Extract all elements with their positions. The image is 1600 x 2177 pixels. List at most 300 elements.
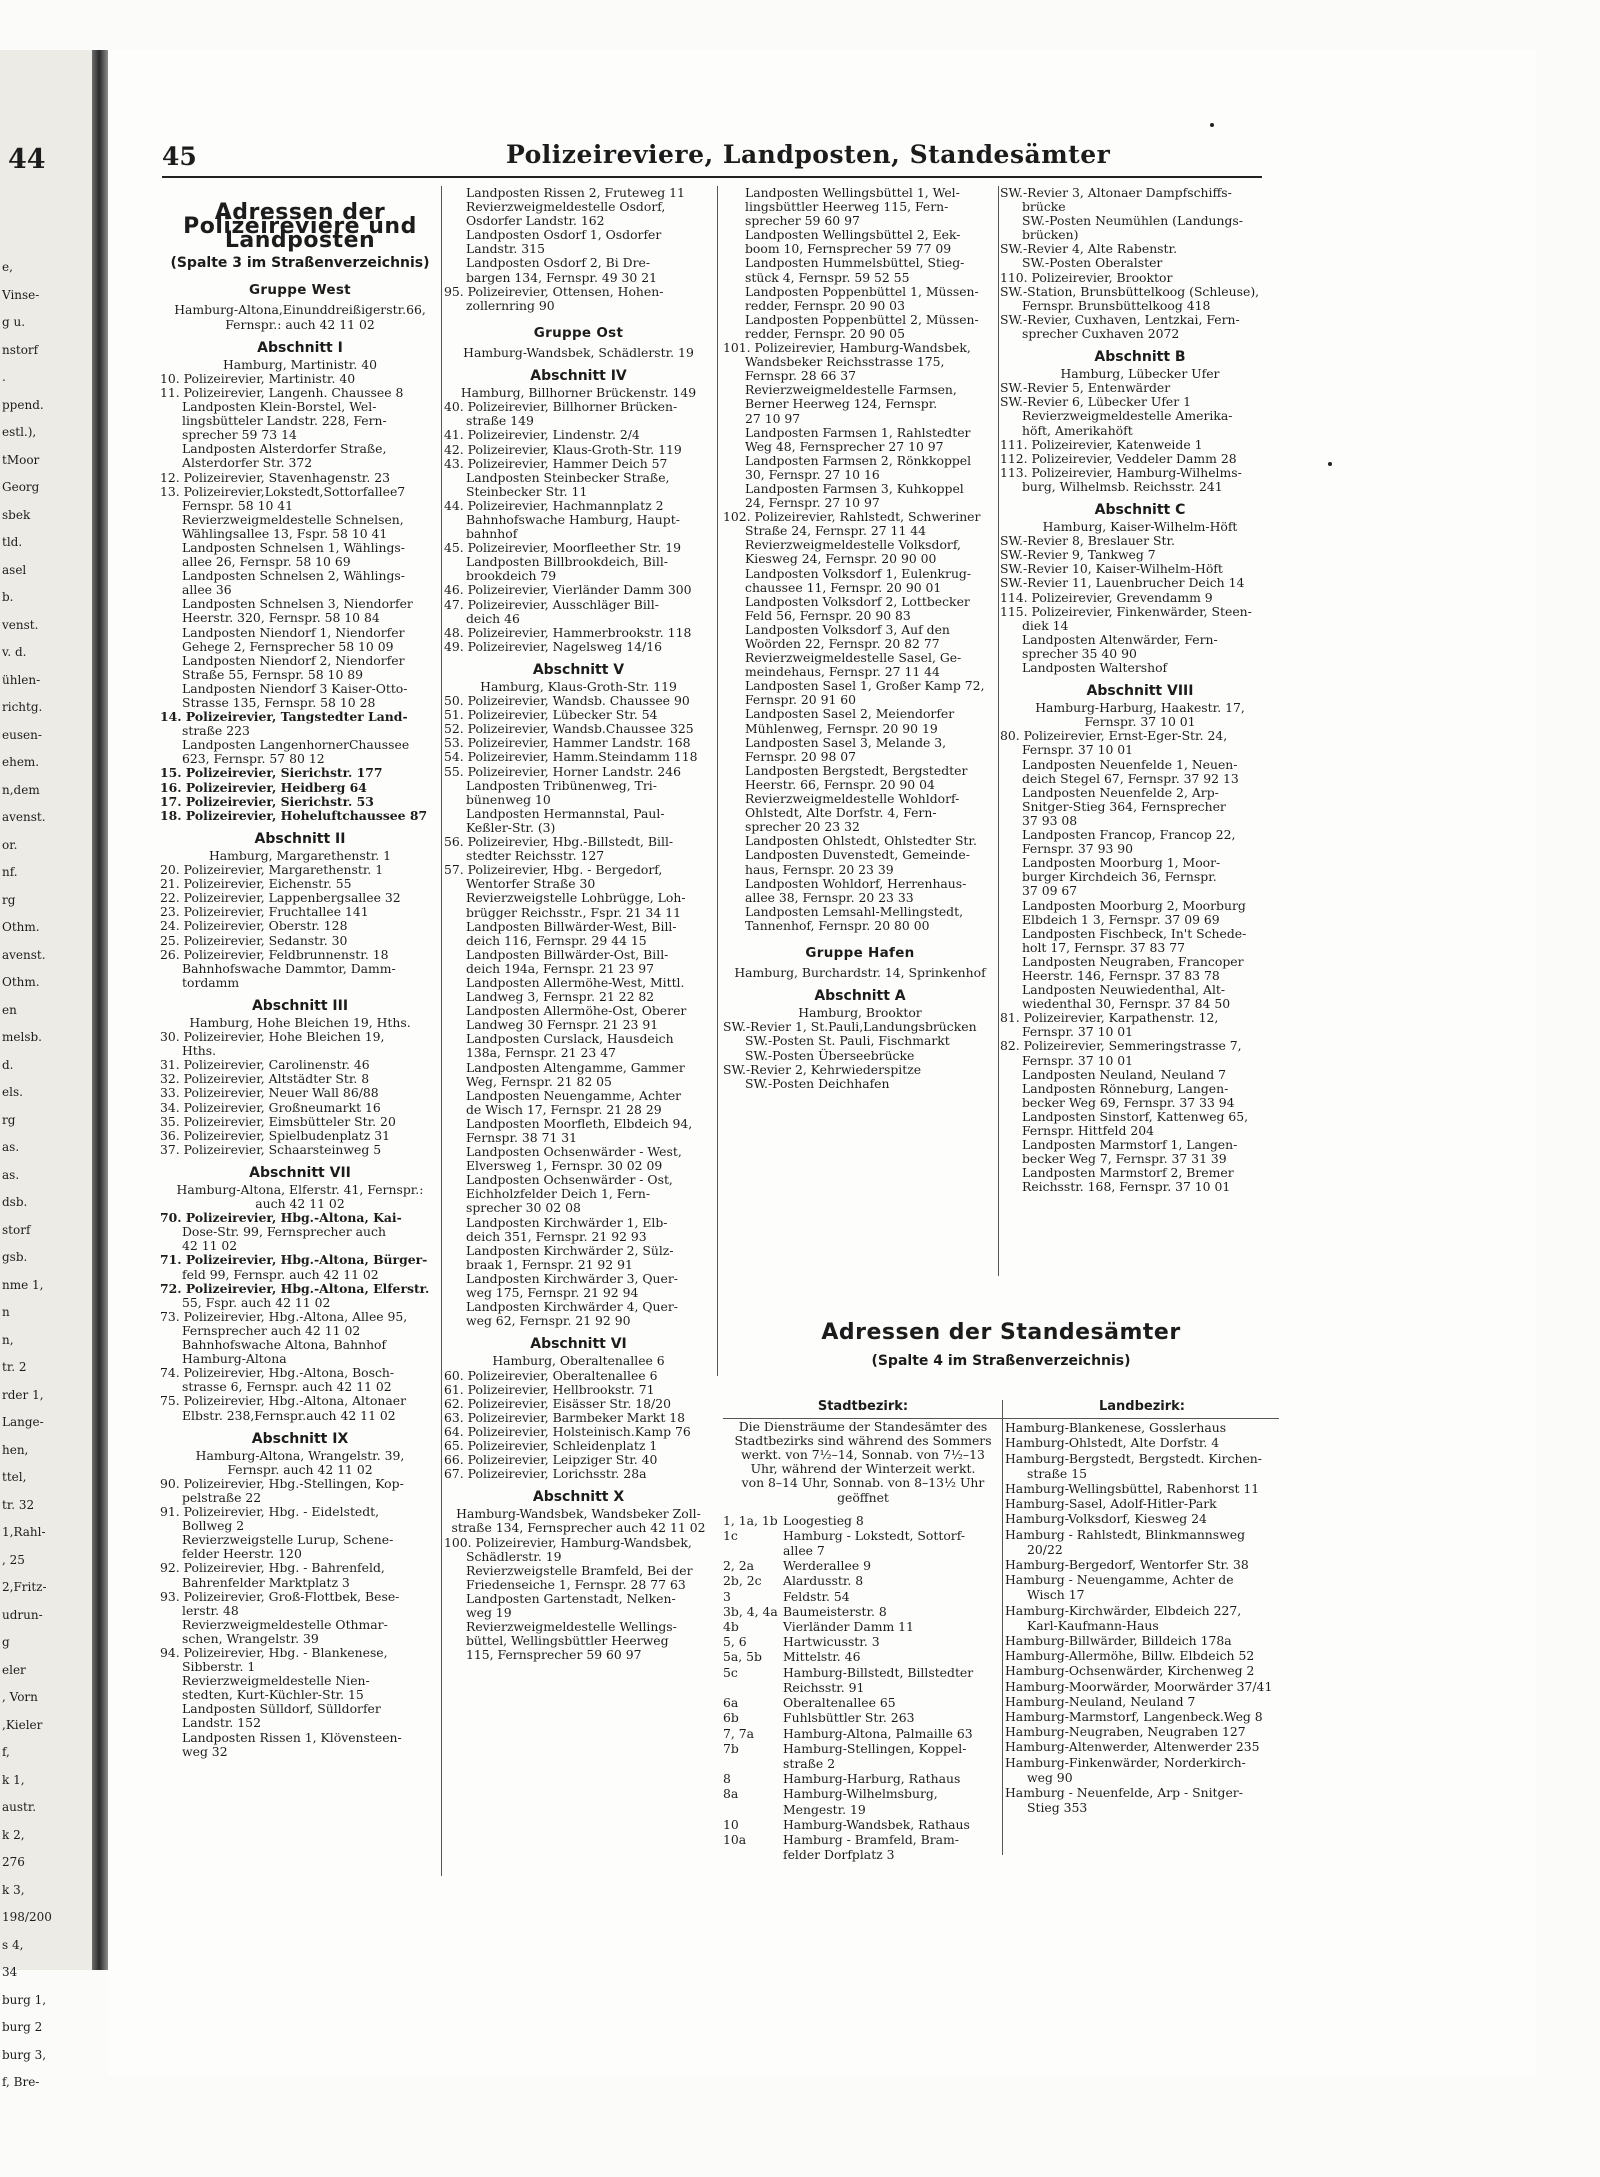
- abschnitt-address: auch 42 11 02: [255, 1196, 345, 1212]
- previous-page-fragment: d.: [2, 1057, 14, 1072]
- entry-line: 27 10 97: [745, 410, 801, 426]
- entry-line: deich 116, Fernspr. 29 44 15: [466, 932, 647, 948]
- entry-line: pelstraße 22: [182, 1489, 262, 1505]
- entry-line: Landweg 3, Fernspr. 21 22 82: [466, 989, 655, 1005]
- entry-line: holt 17, Fernspr. 37 83 77: [1022, 939, 1186, 955]
- abschnitt-address: Fernspr. auch 42 11 02: [227, 1461, 373, 1477]
- previous-page-fragment: k 2,: [2, 1827, 25, 1842]
- previous-page-fragment: avenst.: [2, 810, 46, 824]
- entry-line: Berner Heerweg 124, Fernspr.: [745, 396, 938, 412]
- abschnitt-address: Fernspr. 37 10 01: [1084, 714, 1196, 730]
- entry-line: Bahnhofswache Hamburg, Haupt-: [466, 511, 680, 527]
- stadtbezirk-row: [723, 1832, 1003, 1847]
- previous-page-fragment: 34: [2, 1965, 18, 1979]
- entry-line: SW.-Posten Deichhafen: [745, 1075, 890, 1091]
- previous-page-fragment: sbek: [2, 507, 31, 522]
- entry-line: 34. Polizeirevier, Großneumarkt 16: [160, 1099, 381, 1115]
- previous-page-fragment: ttel,: [2, 1470, 27, 1484]
- section-subheading-standesamt: (Spalte 4 im Straßenverzeichnis): [871, 1353, 1131, 1369]
- landbezirk-row: Hamburg-Sasel, Adolf-Hitler-Park: [1005, 1496, 1217, 1512]
- entry-line: Landposten Lemsahl-Mellingstedt,: [745, 903, 964, 919]
- abschnitt-address: Hamburg, Klaus-Groth-Str. 119: [480, 679, 677, 694]
- stadtbezirk-row: [723, 1589, 1003, 1604]
- previous-page-fragment: rg: [2, 1112, 16, 1127]
- entry-line: Landposten Billwärder-Ost, Bill-: [466, 946, 669, 962]
- entry-line: Landposten Moorburg 2, Moorburg: [1022, 897, 1246, 913]
- entry-line: Mühlenweg, Fernspr. 20 90 19: [745, 720, 938, 736]
- previous-page-fragment: tr. 32: [2, 1497, 35, 1512]
- entry-line: brügger Reichsstr., Fspr. 21 34 11: [466, 904, 682, 920]
- office-number: 6a: [723, 1695, 739, 1711]
- entry-line: Heerstr. 66, Fernspr. 20 90 04: [745, 776, 935, 792]
- entry-line: 12. Polizeirevier, Stavenhagenstr. 23: [160, 469, 390, 485]
- abschnitt-address: Fernspr.: auch 42 11 02: [225, 316, 375, 332]
- landbezirk-row: Hamburg-Neuland, Neuland 7: [1005, 1693, 1196, 1709]
- entry-line: Dose-Str. 99, Fernsprecher auch: [182, 1224, 386, 1240]
- entry-line: meindehaus, Fernspr. 27 11 44: [745, 664, 940, 680]
- entry-line: deich 351, Fernspr. 21 92 93: [466, 1228, 647, 1244]
- previous-page-fragment: els.: [2, 1085, 23, 1099]
- abschnitt-address: Hamburg, Martinistr. 40: [222, 356, 377, 372]
- previous-page-fragment: eusen-: [2, 727, 42, 742]
- entry-line: 32. Polizeirevier, Altstädter Str. 8: [160, 1071, 370, 1087]
- entry-line: SW.-Revier 2, Kehrwiederspitze: [723, 1061, 922, 1077]
- entry-line: Landposten Volksdorf 2, Lottbecker: [745, 593, 970, 609]
- office-hours-note: [723, 1420, 1003, 1505]
- group-heading: Gruppe Ost: [533, 324, 624, 341]
- previous-page-fragment: tMoor: [2, 452, 40, 467]
- entry-line: 92. Polizeirevier, Hbg. - Bahrenfeld,: [160, 1560, 385, 1576]
- entry-line: Bahrenfelder Marktplatz 3: [182, 1574, 350, 1590]
- landbezirk-row: Karl-Kaufmann-Haus: [1027, 1617, 1159, 1633]
- office-number: 8a: [723, 1786, 739, 1802]
- previous-page-fragment: v. d.: [2, 645, 27, 659]
- entry-line: Elbstr. 238,Fernspr.auch 42 11 02: [182, 1407, 396, 1423]
- entry-line: Steinbecker Str. 11: [466, 483, 588, 499]
- entry-line: Eichholzfelder Deich 1, Fern-: [466, 1186, 651, 1202]
- entry-line: sprecher 30 02 08: [466, 1200, 581, 1216]
- entry-line: Bahnhofswache Dammtor, Damm-: [182, 960, 396, 976]
- landbezirk-row: Hamburg-Altenwerder, Altenwerder 235: [1005, 1739, 1260, 1755]
- entry-line: diek 14: [1022, 617, 1069, 633]
- entry-line: Revierzweigmeldestelle Nien-: [182, 1673, 370, 1689]
- entry-line: Heerstr. 320, Fernspr. 58 10 84: [182, 610, 380, 626]
- entry-line: weg 175, Fernspr. 21 92 94: [466, 1285, 639, 1301]
- stadtbezirk-row: [723, 1680, 1003, 1695]
- previous-page-fragment: 198/200: [2, 1910, 52, 1924]
- previous-page-fragment: .: [2, 370, 6, 384]
- entry-line: SW.-Revier, Cuxhaven, Lentzkai, Fern-: [1000, 311, 1240, 327]
- entry-line: SW.-Revier 1, St.Pauli,Landungsbrücken: [723, 1019, 977, 1035]
- entry-line: Landposten Waltershof: [1022, 660, 1168, 675]
- entry-line: Revierzweigstelle Lohbrügge, Loh-: [466, 890, 686, 906]
- entry-line: Landweg 30 Fernspr. 21 23 91: [466, 1017, 659, 1033]
- office-address: Baumeisterstr. 8: [783, 1603, 887, 1619]
- entry-line: lingsbüttler Heerweg 115, Fern-: [745, 199, 949, 215]
- entry-line: 73. Polizeirevier, Hbg.-Altona, Allee 95,: [160, 1308, 408, 1324]
- stadtbezirk-row: [723, 1817, 1003, 1832]
- stadtbezirk-row: [723, 1528, 1003, 1543]
- landbezirk-row: Hamburg-Bergedorf, Wentorfer Str. 38: [1005, 1556, 1249, 1572]
- entry-line: Landposten Poppenbüttel 2, Müssen-: [745, 311, 979, 327]
- entry-line: Landstr. 315: [466, 241, 545, 257]
- landbezirk-column: [1005, 1400, 1279, 1815]
- previous-page-fragment: nme 1,: [2, 1277, 44, 1292]
- note-line: Die Diensträume der Standesämter des: [738, 1419, 988, 1435]
- landbezirk-row: Hamburg-Marmstorf, Langenbeck.Weg 8: [1005, 1708, 1263, 1724]
- office-address: Hamburg-Altona, Palmaille 63: [783, 1725, 973, 1741]
- entry-line: SW.-Posten St. Pauli, Fischmarkt: [745, 1033, 950, 1049]
- entry-line: Snitger-Stieg 364, Fernsprecher: [1022, 798, 1226, 814]
- office-number: 5a, 5b: [723, 1649, 762, 1665]
- entry-line: Feld 56, Fernspr. 20 90 83: [745, 607, 911, 623]
- entry-line: Landposten Ochsenwärder - Ost,: [466, 1172, 673, 1188]
- entry-line: SW.-Revier 9, Tankweg 7: [1000, 547, 1156, 563]
- landbezirk-row: Hamburg - Neuenfelde, Arp - Snitger-: [1005, 1784, 1243, 1800]
- entry-line: Gehege 2, Fernsprecher 58 10 09: [182, 638, 394, 654]
- entry-line: 41. Polizeirevier, Lindenstr. 2/4: [444, 427, 640, 443]
- entry-line: Friedenseiche 1, Fernspr. 28 77 63: [466, 1576, 686, 1592]
- office-address: Hamburg-Billstedt, Billstedter: [783, 1664, 974, 1680]
- entry-line: Landposten Ohlstedt, Ohlstedter Str.: [745, 833, 977, 849]
- landbezirk-row: Hamburg-Volksdorf, Kiesweg 24: [1005, 1511, 1207, 1527]
- landbezirk-row: Hamburg-Bergstedt, Bergstedt. Kirchen-: [1005, 1450, 1262, 1466]
- previous-page-fragment: ehem.: [2, 755, 40, 769]
- entry-line: 54. Polizeirevier, Hamm.Steindamm 118: [444, 749, 698, 765]
- entry-line: boom 10, Fernsprecher 59 77 09: [745, 241, 952, 257]
- abschnitt-heading: Abschnitt IV: [530, 368, 627, 385]
- previous-page-fragment: k 3,: [2, 1882, 25, 1897]
- stadtbezirk-header: Stadtbezirk:: [817, 1399, 909, 1414]
- entry-line: Fernsprecher auch 42 11 02: [182, 1322, 361, 1338]
- entry-line: 15. Polizeirevier, Sierichstr. 177: [160, 765, 383, 781]
- column-police-hafen: [723, 186, 997, 1091]
- previous-page-fragment: tr. 2: [2, 1360, 27, 1374]
- stadtbezirk-row: [723, 1741, 1003, 1756]
- office-number: 6b: [723, 1710, 739, 1726]
- entry-line: 110. Polizeirevier, Brooktor: [1000, 269, 1173, 285]
- entry-line: Landposten Marmstorf 2, Bremer: [1022, 1165, 1234, 1181]
- entry-line: lerstr. 48: [182, 1602, 239, 1618]
- office-address: Vierländer Damm 11: [783, 1619, 914, 1635]
- print-speck: [1210, 123, 1214, 127]
- office-address: Mengestr. 19: [783, 1801, 866, 1817]
- entry-line: Fernspr. Brunsbüttelkoog 418: [1022, 297, 1211, 313]
- landbezirk-row: Hamburg - Rahlstedt, Blinkmannsweg: [1005, 1526, 1246, 1542]
- previous-page-fragment: nf.: [2, 865, 18, 879]
- office-number: 7b: [723, 1740, 739, 1756]
- entry-line: 30, Fernspr. 27 10 16: [745, 466, 880, 482]
- entry-line: sprecher Cuxhaven 2072: [1022, 325, 1180, 341]
- previous-page-fragment: ppend.: [2, 397, 44, 412]
- entry-line: 51. Polizeirevier, Lübecker Str. 54: [444, 707, 658, 723]
- entry-line: 53. Polizeirevier, Hammer Landstr. 168: [444, 735, 691, 751]
- entry-line: 111. Polizeirevier, Katenweide 1: [1000, 436, 1203, 452]
- entry-line: Revierzweigmeldestelle Schnelsen,: [182, 511, 404, 527]
- entry-line: Landposten Osdorf 2, Bi Dre-: [466, 255, 651, 271]
- office-number: 5c: [723, 1664, 738, 1680]
- landbezirk-row: Hamburg-Ohlstedt, Alte Dorfstr. 4: [1005, 1435, 1220, 1451]
- office-number: 4b: [723, 1619, 739, 1635]
- entry-line: Landposten Tribünenweg, Tri-: [466, 777, 657, 793]
- entry-line: 57. Polizeirevier, Hbg. - Bergedorf,: [444, 862, 663, 878]
- entry-line: 62. Polizeirevier, Eisässer Str. 18/20: [444, 1395, 671, 1411]
- previous-page-fragment: eler: [2, 1662, 26, 1677]
- stadtbezirk-row: [723, 1802, 1003, 1817]
- entry-line: 44. Polizeirevier, Hachmannplatz 2: [444, 497, 664, 513]
- stadtbezirk-row: [723, 1634, 1003, 1649]
- entry-line: Landposten Poppenbüttel 1, Müssen-: [745, 283, 979, 299]
- entry-line: Bollweg 2: [182, 1518, 245, 1534]
- abschnitt-address: Hamburg-Altona,Einunddreißigerstr.66,: [174, 302, 426, 318]
- previous-page-fragment: burg 1,: [2, 1992, 47, 2007]
- previous-page-fragment: as.: [2, 1140, 20, 1154]
- entry-line: Woörden 22, Fernspr. 20 82 77: [745, 636, 940, 651]
- entry-line: 31. Polizeirevier, Carolinenstr. 46: [160, 1057, 370, 1073]
- entry-line: Landposten Sülldorf, Sülldorfer: [182, 1701, 381, 1717]
- landbezirk-row: weg 90: [1027, 1769, 1073, 1785]
- office-number: 2b, 2c: [723, 1573, 762, 1589]
- entry-line: 25. Polizeirevier, Sedanstr. 30: [160, 932, 348, 948]
- entry-line: 102. Polizeirevier, Rahlstedt, Schweriner: [723, 509, 981, 525]
- entry-line: Landposten Neuenfelde 1, Neuen-: [1022, 756, 1238, 772]
- entry-line: 74. Polizeirevier, Hbg.-Altona, Bosch-: [160, 1365, 395, 1381]
- entry-line: Landposten Sasel 2, Meiendorfer: [745, 706, 955, 722]
- entry-line: redder, Fernspr. 20 90 03: [745, 297, 905, 313]
- stadtbezirk-row: [723, 1649, 1003, 1664]
- stadtbezirk-row: [723, 1619, 1003, 1634]
- entry-line: 52. Polizeirevier, Wandsb.Chaussee 325: [444, 721, 694, 737]
- entry-line: Landposten Moorburg 1, Moor-: [1022, 855, 1221, 871]
- entry-line: Landposten Rissen 1, Klövensteen-: [182, 1729, 402, 1745]
- entry-line: SW.-Revier 8, Breslauer Str.: [1000, 533, 1175, 549]
- entry-line: straße 223: [182, 723, 250, 739]
- entry-line: Landposten Allermöhe-West, Mittl.: [466, 974, 685, 990]
- entry-line: Landposten Bergstedt, Bergstedter: [745, 762, 968, 778]
- office-address: Hamburg-Harburg, Rathaus: [783, 1771, 961, 1787]
- entry-line: bahnhof: [466, 526, 518, 542]
- entry-line: 70. Polizeirevier, Hbg.-Altona, Kai-: [160, 1210, 402, 1226]
- previous-page-fragment: asel: [2, 562, 27, 577]
- column-divider: [717, 186, 718, 1376]
- entry-line: brookdeich 79: [466, 568, 557, 584]
- entry-line: 91. Polizeirevier, Hbg. - Eidelstedt,: [160, 1504, 380, 1520]
- entry-line: Fernspr. 37 10 01: [1022, 1024, 1134, 1040]
- entry-line: becker Weg 69, Fernspr. 37 33 94: [1022, 1094, 1235, 1110]
- office-number: 1, 1a, 1b: [723, 1512, 778, 1528]
- entry-line: Landposten Schnelsen 3, Niendorfer: [182, 596, 413, 612]
- entry-line: Revierzweigmeldestelle Amerika-: [1022, 408, 1233, 424]
- abschnitt-address: Hamburg, Billhorner Brückenstr. 149: [460, 385, 697, 401]
- entry-line: Landposten Moorfleth, Elbdeich 94,: [466, 1115, 693, 1131]
- abschnitt-heading: Abschnitt A: [814, 988, 906, 1005]
- entry-line: Hths.: [182, 1043, 217, 1059]
- entry-line: Fernspr. 38 71 31: [466, 1130, 578, 1145]
- entry-line: 81. Polizeirevier, Karpathenstr. 12,: [1000, 1010, 1219, 1026]
- abschnitt-address: straße 134, Fernsprecher auch 42 11 02: [451, 1520, 706, 1536]
- entry-line: Landstr. 152: [182, 1715, 261, 1731]
- entry-line: becker Weg 7, Fernspr. 37 31 39: [1022, 1151, 1227, 1167]
- entry-line: zollernring 90: [466, 297, 555, 313]
- office-address: Hamburg-Wandsbek, Rathaus: [783, 1816, 970, 1832]
- entry-line: Wandsbeker Reichsstrasse 175,: [745, 354, 945, 370]
- print-speck: [1328, 462, 1332, 466]
- entry-line: Landposten Alsterdorfer Straße,: [182, 441, 387, 457]
- previous-page-fragment: tld.: [2, 535, 23, 549]
- entry-line: redder, Fernspr. 20 90 05: [745, 325, 905, 341]
- stadtbezirk-row: [723, 1665, 1003, 1680]
- entry-line: Landposten Sasel 3, Melande 3,: [745, 734, 947, 750]
- entry-line: 37 93 08: [1022, 812, 1078, 828]
- previous-page-fragment: richtg.: [2, 700, 43, 714]
- entry-line: Heerstr. 146, Fernspr. 37 83 78: [1022, 967, 1220, 983]
- entry-line: Landposten Volksdorf 1, Eulenkrug-: [745, 565, 972, 581]
- entry-line: Landposten Marmstorf 1, Langen-: [1022, 1137, 1238, 1153]
- landbezirk-row: Hamburg-Finkenwärder, Norderkirch-: [1005, 1754, 1246, 1770]
- entry-line: 115, Fernsprecher 59 60 97: [466, 1647, 642, 1663]
- entry-line: burger Kirchdeich 36, Fernspr.: [1022, 869, 1217, 885]
- entry-line: SW.-Revier 3, Altonaer Dampfschiffs-: [1000, 185, 1232, 200]
- office-address: straße 2: [783, 1755, 836, 1771]
- previous-page-fragment: as.: [2, 1167, 20, 1182]
- entry-line: 33. Polizeirevier, Neuer Wall 86/88: [160, 1085, 379, 1101]
- landbezirk-row: Stieg 353: [1027, 1800, 1088, 1816]
- office-address: Oberaltenallee 65: [783, 1695, 896, 1711]
- entry-line: 66. Polizeirevier, Leipziger Str. 40: [444, 1452, 658, 1468]
- previous-page-fragment: Lange-: [2, 1415, 44, 1429]
- entry-line: 16. Polizeirevier, Heidberg 64: [160, 779, 367, 795]
- entry-line: 82. Polizeirevier, Semmeringstrasse 7,: [1000, 1038, 1242, 1054]
- previous-page-fragment: , Vorn: [2, 1690, 38, 1704]
- previous-page-fragment: venst.: [2, 617, 39, 632]
- office-number: 2, 2a: [723, 1558, 755, 1574]
- abschnitt-heading: Abschnitt II: [254, 830, 346, 847]
- book-gutter: [92, 50, 108, 1970]
- landbezirk-row: Hamburg - Neuengamme, Achter de: [1005, 1572, 1234, 1588]
- entry-line: Fernspr. 37 93 90: [1022, 841, 1134, 857]
- entry-line: 24. Polizeirevier, Oberstr. 128: [160, 918, 348, 934]
- office-number: 3: [723, 1588, 731, 1604]
- entry-line: Landposten LangenhornerChaussee: [182, 737, 410, 753]
- entry-line: Landposten Kirchwärder 3, Quer-: [466, 1270, 678, 1286]
- entry-line: Landposten Francop, Francop 22,: [1022, 827, 1236, 843]
- previous-page-fragment: udrun-: [2, 1607, 43, 1622]
- entry-line: Landposten Neuengamme, Achter: [466, 1087, 682, 1103]
- note-line: werkt. von 7½–14, Sonnab. von 7½–13: [741, 1447, 985, 1463]
- entry-line: Revierzweigmeldestelle Osdorf,: [466, 199, 666, 215]
- office-address: Alardusstr. 8: [783, 1573, 864, 1589]
- entry-line: Revierzweigmeldestelle Wellings-: [466, 1619, 677, 1635]
- entry-line: 37 09 67: [1022, 883, 1078, 899]
- group-heading: Gruppe Hafen: [805, 944, 915, 961]
- entry-line: Fernspr. 20 98 07: [745, 748, 857, 764]
- landbezirk-row: straße 15: [1027, 1465, 1087, 1481]
- previous-page-fragment: g u.: [2, 315, 26, 329]
- previous-page-fragment: nstorf: [2, 342, 39, 357]
- previous-page-fragment: burg 2: [2, 2020, 43, 2034]
- office-number: 5, 6: [723, 1634, 747, 1650]
- entry-line: 65. Polizeirevier, Schleidenplatz 1: [444, 1437, 658, 1453]
- entry-line: Landposten Sasel 1, Großer Kamp 72,: [745, 678, 985, 694]
- entry-line: SW.-Posten Oberalster: [1022, 255, 1163, 271]
- entry-line: tordamm: [182, 974, 240, 990]
- entry-line: Landposten Steinbecker Straße,: [466, 469, 670, 485]
- section-heading-standesamt: Adressen der Standesämter: [821, 1320, 1181, 1345]
- entry-line: Landposten Allermöhe-Ost, Oberer: [466, 1003, 687, 1019]
- stadtbezirk-row: [723, 1771, 1003, 1786]
- previous-page-fragment: n,: [2, 1332, 14, 1347]
- section-subheading-police: (Spalte 3 im Straßenverzeichnis): [170, 255, 430, 272]
- entry-line: Wentorfer Straße 30: [466, 876, 596, 892]
- stadtbezirk-row: [723, 1573, 1003, 1588]
- previous-page-fragment: dsb.: [2, 1195, 28, 1209]
- stadtbezirk-row: [723, 1710, 1003, 1725]
- landbezirk-row: Hamburg-Allermöhe, Billw. Elbdeich 52: [1005, 1648, 1255, 1664]
- column-c-entries: [723, 186, 997, 1091]
- office-address: Hartwicusstr. 3: [783, 1634, 880, 1650]
- entry-line: Revierzweigstelle Bramfeld, Bei der: [466, 1562, 693, 1578]
- entry-line: Landposten Kirchwärder 1, Elb-: [466, 1214, 668, 1230]
- entry-line: Fernspr. 20 91 60: [745, 692, 857, 708]
- column-divider: [441, 186, 442, 1876]
- entry-line: 14. Polizeirevier, Tangstedter Land-: [160, 709, 408, 725]
- entry-line: Landposten Niendorf 1, Niendorfer: [182, 624, 405, 640]
- entry-line: 37. Polizeirevier, Schaarsteinweg 5: [160, 1141, 382, 1157]
- entry-line: Landposten Schnelsen 1, Wählings-: [182, 539, 405, 555]
- landbezirk-row: Hamburg-Kirchwärder, Elbdeich 227,: [1005, 1602, 1242, 1618]
- entry-line: Landposten Gartenstadt, Nelken-: [466, 1590, 676, 1606]
- entry-line: 56. Polizeirevier, Hbg.-Billstedt, Bill-: [444, 834, 674, 850]
- landbezirk-row: Hamburg-Ochsenwärder, Kirchenweg 2: [1005, 1663, 1255, 1679]
- previous-page-fragment: avenst.: [2, 947, 46, 962]
- entry-line: schen, Wrangelstr. 39: [182, 1630, 319, 1646]
- entry-line: sprecher 59 73 14: [182, 427, 297, 443]
- stadtbezirk-column: [723, 1400, 1003, 1862]
- entry-line: Landposten Wellingsbüttel 1, Wel-: [745, 185, 960, 200]
- office-address: allee 7: [783, 1543, 825, 1559]
- previous-page-fragment: ühlen-: [2, 672, 41, 687]
- entry-line: 18. Polizeirevier, Hoheluftchaussee 87: [160, 807, 428, 823]
- entry-line: Landposten Altengamme, Gammer: [466, 1059, 685, 1075]
- previous-page-fragment: 276: [2, 1855, 25, 1869]
- entry-line: 101. Polizeirevier, Hamburg-Wandsbek,: [723, 340, 971, 356]
- entry-line: Wählingsallee 13, Fspr. 58 10 41: [182, 525, 388, 541]
- office-address: Hamburg-Stellingen, Koppel-: [783, 1740, 967, 1756]
- office-address: Fuhlsbüttler Str. 263: [783, 1710, 915, 1726]
- previous-page-fragment: ,Kieler: [2, 1717, 43, 1732]
- entry-line: sprecher 35 40 90: [1022, 645, 1137, 661]
- column-police-ost: [444, 186, 713, 1662]
- entry-line: Weg, Fernspr. 21 82 05: [466, 1073, 612, 1089]
- entry-line: 50. Polizeirevier, Wandsb. Chaussee 90: [444, 693, 690, 709]
- entry-line: Landposten Farmsen 3, Kuhkoppel: [745, 480, 964, 496]
- abschnitt-address: Hamburg-Altona, Elferstr. 41, Fernspr.:: [176, 1182, 424, 1197]
- entry-line: 90. Polizeirevier, Hbg.-Stellingen, Kop-: [160, 1475, 404, 1491]
- entry-line: 21. Polizeirevier, Eichenstr. 55: [160, 876, 352, 892]
- entry-line: Landposten Niendorf 3 Kaiser-Otto-: [182, 680, 408, 696]
- stadtbezirk-row: [723, 1604, 1003, 1619]
- entry-line: 72. Polizeirevier, Hbg.-Altona, Elferstr.: [160, 1280, 430, 1296]
- abschnitt-address: Hamburg, Kaiser-Wilhelm-Höft: [1042, 519, 1238, 535]
- entry-line: Landposten Duvenstedt, Gemeinde-: [745, 847, 970, 863]
- column-police-west: [160, 186, 440, 1759]
- entry-line: Landposten Farmsen 1, Rahlstedter: [745, 424, 971, 440]
- previous-page-fragment: n: [2, 1305, 10, 1319]
- entry-line: Landposten Wohldorf, Herrenhaus-: [745, 875, 967, 891]
- office-address: Werderallee 9: [783, 1558, 871, 1574]
- abschnitt-address: Hamburg, Lübecker Ufer: [1060, 366, 1220, 382]
- entry-line: 623, Fernspr. 57 80 12: [182, 751, 325, 767]
